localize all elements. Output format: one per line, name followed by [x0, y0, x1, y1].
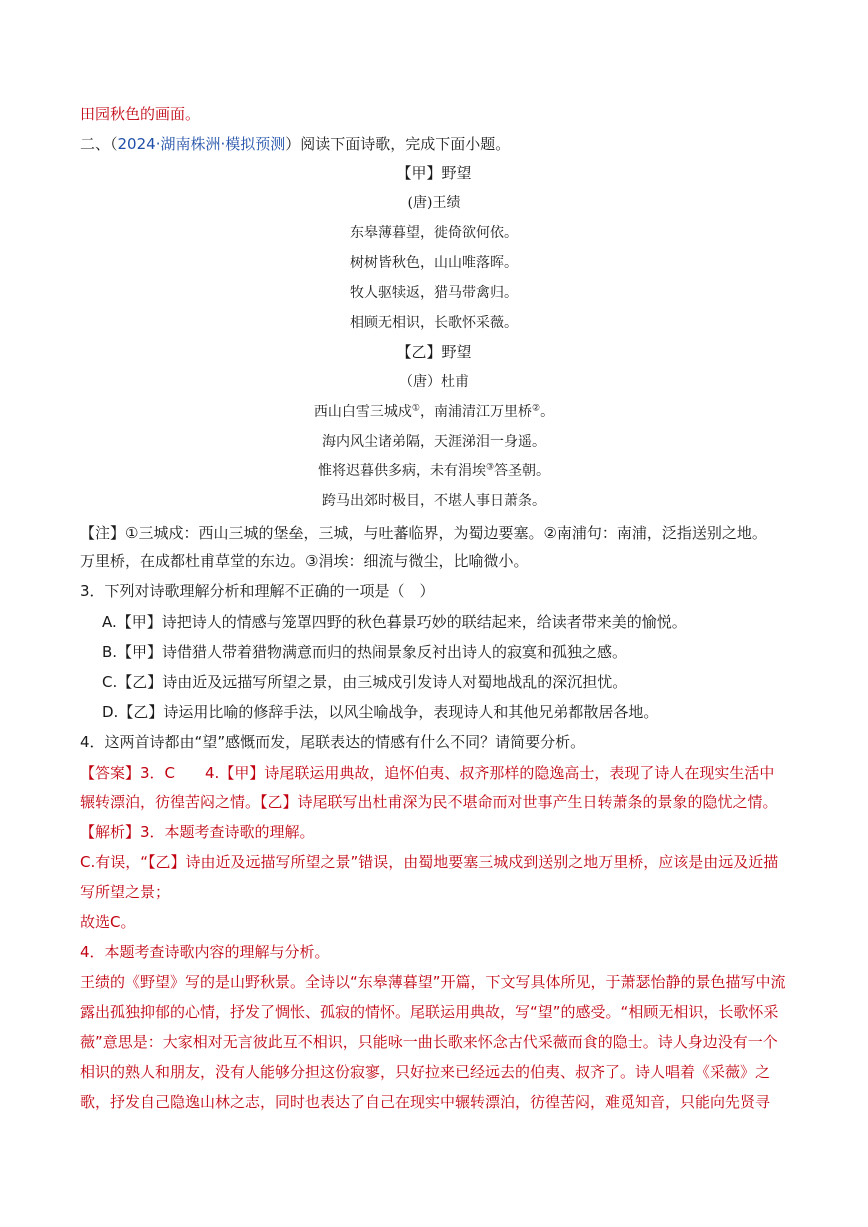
poem-yi-author: （唐）杜甫 [399, 374, 469, 390]
poem-text: 。 [540, 404, 555, 420]
question-3-stem: 3．下列对诗歌理解分析和理解不正确的一项是（ ） [80, 582, 435, 600]
section-instruction: ）阅读下面诗歌，完成下面小题。 [285, 135, 511, 153]
analysis-line: 写所望之景； [80, 883, 171, 901]
footnote-marker: ③ [485, 462, 495, 473]
analysis-line: 王绩的《野望》写的是山野秋景。全诗以“东皋薄暮望”开篇，下文写具体所见，于萧瑟怡静的景色描写中流 [80, 973, 786, 991]
section-heading [80, 134, 510, 154]
analysis-line: 相识的熟人和朋友，没有人能够分担这份寂寥，只好拉来已经远去的伯夷、叔齐了。诗人唱着《采薇》之 [80, 1063, 771, 1081]
question-3-option-a: A.【甲】诗把诗人的情感与笼罩四野的秋色暮景巧妙的联结起来，给读者带来美的愉悦。 [102, 613, 687, 631]
poem-jia-title: 【甲】野望 [396, 164, 472, 182]
poem-jia-line: 东皋薄暮望，徙倚欲何依。 [350, 225, 518, 241]
poem-yi-line [0, 461, 868, 481]
notes-line: 【注】①三城戍：西山三城的堡垒，三城，与吐蕃临界，为蜀边要塞。②南浦句：南浦，泛指送别之地。 [80, 524, 767, 542]
analysis-line: 【解析】3．本题考查诗歌的理解。 [80, 823, 315, 841]
notes-line: 万里桥，在成都杜甫草堂的东边。③涓埃：细流与微尘，比喻微小。 [80, 552, 529, 570]
poem-jia-line: 相顾无相识，长歌怀采薇。 [350, 315, 518, 331]
poem-yi-line: 跨马出郊时极目，不堪人事日萧条。 [322, 493, 546, 509]
question-4-stem: 4．这两首诗都由“望”感慨而发，尾联表达的情感有什么不同？请简要分析。 [80, 733, 586, 751]
analysis-line: 歌，抒发自己隐逸山林之志，同时也表达了自己在现实中辗转漂泊，彷徨苦闷，难觅知音，只能向先贤寻 [80, 1093, 771, 1111]
poem-jia-line: 树树皆秋色，山山唯落晖。 [350, 255, 518, 271]
analysis-line: 4．本题考查诗歌内容的理解与分析。 [80, 943, 330, 961]
poem-text: ，南浦清江万里桥 [420, 404, 532, 420]
analysis-line: C.有误，“【乙】诗由近及远描写所望之景”错误，由蜀地要塞三城戍到送别之地万里桥，应该是由远及近描 [80, 853, 779, 871]
answer-line: 辗转漂泊，彷徨苦闷之情。【乙】诗尾联写出杜甫深为民不堪命而对世事产生日转萧条的景象的隐忧之情。 [80, 793, 778, 811]
previous-analysis-tail: 田园秋色的画面。 [80, 105, 201, 123]
poem-yi-title: 【乙】野望 [396, 343, 472, 361]
answer-line: 【答案】3．C 4.【甲】诗尾联运用典故，追怀伯夷、叔齐那样的隐逸高士，表现了诗人在现实生活中 [80, 764, 775, 782]
poem-yi-line [0, 402, 868, 422]
question-3-option-c: C.【乙】诗由近及远描写所望之景，由三城戍引发诗人对蜀地战乱的深沉担忧。 [102, 673, 628, 691]
poem-jia-line: 牧人驱犊返，猎马带禽归。 [350, 285, 518, 301]
footnote-marker: ② [532, 403, 541, 414]
poem-yi-line: 海内风尘诸弟隔，天涯涕泪一身遥。 [322, 434, 546, 450]
analysis-line: 薇”意思是：大家相对无言彼此互不相识，只能咏一曲长歌来怀念古代采薇而食的隐士。诗人身边没有一个 [80, 1033, 778, 1051]
analysis-line: 露出孤独抑郁的心情，抒发了惆怅、孤寂的情怀。尾联运用典故，写“望”的感受。“相顾无相识，长歌怀采 [80, 1003, 779, 1021]
poem-text: 西山白雪三城戍 [313, 404, 412, 420]
poem-text: 惟将迟暮供多病，未有涓埃 [317, 463, 486, 479]
source-tag: 2024·湖南株洲·模拟预测 [117, 135, 286, 153]
question-3-option-d: D.【乙】诗运用比喻的修辞手法，以风尘喻战争，表现诗人和其他兄弟都散居各地。 [102, 703, 659, 721]
analysis-line: 故选C。 [80, 913, 136, 931]
poem-text: 答圣朝。 [494, 463, 551, 479]
section-prefix: 二、（ [80, 135, 118, 153]
footnote-marker: ① [411, 403, 420, 414]
question-3-option-b: B.【甲】诗借猎人带着猎物满意而归的热闹景象反衬出诗人的寂寞和孤独之感。 [102, 643, 628, 661]
poem-jia-author: (唐)王绩 [407, 195, 461, 211]
